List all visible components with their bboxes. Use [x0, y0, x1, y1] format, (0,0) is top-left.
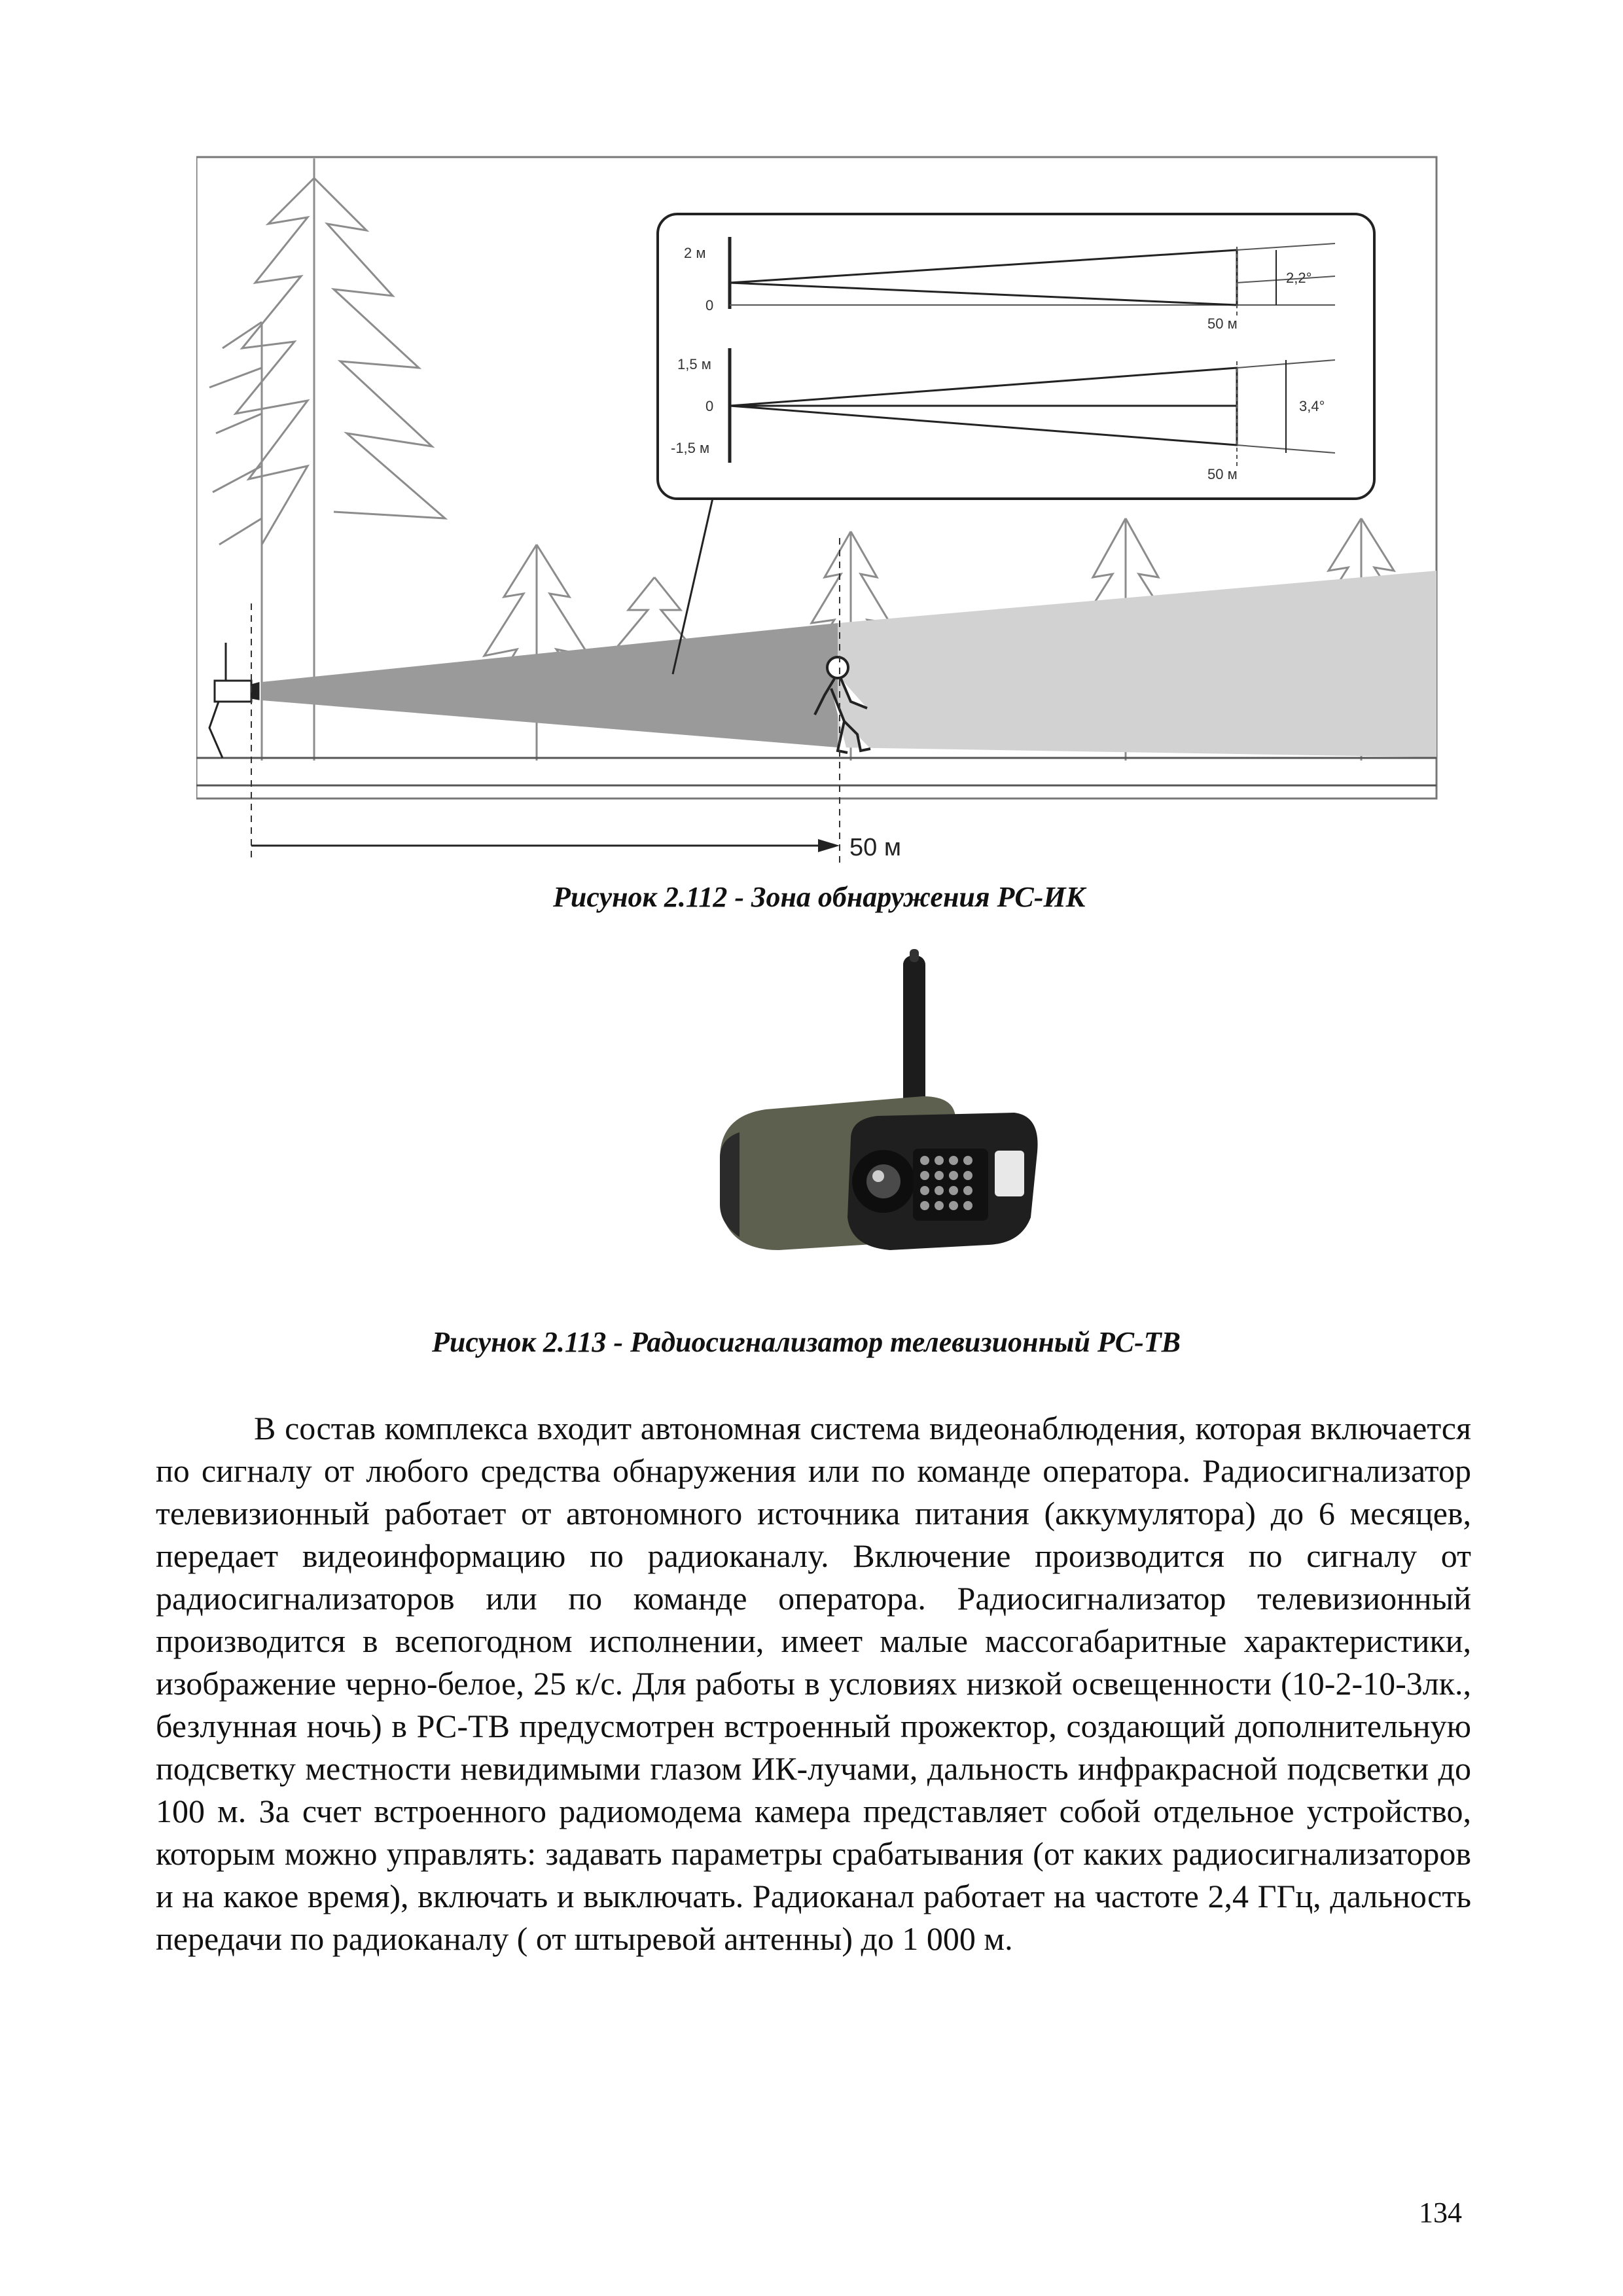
inset-bottom-50m: 50 м	[1207, 466, 1238, 482]
inset-top-angle: 2,2°	[1286, 270, 1312, 286]
beam-geometry-inset	[658, 214, 1374, 499]
detection-zone-figure	[196, 152, 1440, 872]
page-number: 134	[1419, 2197, 1462, 2229]
inset-bottom-angle: 3,4°	[1299, 398, 1325, 414]
figure-caption-2-112: Рисунок 2.112 - Зона обнаружения РС-ИК	[553, 881, 1086, 913]
inset-top-zero: 0	[705, 297, 714, 314]
distance-arrowhead	[818, 839, 840, 852]
figure-caption-2-113: Рисунок 2.113 - Радиосигнализатор телевизионный РС-ТВ	[432, 1326, 1181, 1358]
distance-label: 50 м	[849, 834, 901, 861]
inset-bottom-minus-1.5m: -1,5 м	[671, 440, 710, 456]
inset-top-2m: 2 м	[684, 245, 706, 261]
body-paragraph: В состав комплекса входит автономная система видеонаблюдения, которая включается по сигналу от любого средства обнаружения или по команде оператора. Радиосигнализатор телевизионный работает от автономного источника питания (аккумулятора) до 6 месяцев, передает видеоинформацию по радиоканалу. Включение производится по сигналу от радиосигнализаторов или по команде оператора. Радиосигнализатор телевизионный производится в всепогодном исполнении, имеет малые массогабаритные характеристики, изображение черно-белое, 25 к/с. Для работы в условиях низкой освещенности (10-2-10-3лк., безлунная ночь) в РС-ТВ предусмотрен встроенный прожектор, создающий дополнительную подсветку местности невидимыми глазом ИК-лучами, дальность инфракрасной подсветки до 100 м. За счет встроенного радиомодема камера представляет собой отдельное устройство, которым можно управлять: задавать параметры срабатывания (от каких радиосигнализаторов и на какое время), включать и выключать. Радиоканал работает на частоте 2,4 ГГц, дальность передачи по радиоканалу ( от штыревой антенны) до 1 000 м.	[156, 1410, 1471, 1957]
inset-bottom-zero: 0	[705, 398, 714, 414]
inset-bottom-1.5m: 1,5 м	[677, 356, 711, 372]
camera-device-figure	[707, 942, 1047, 1283]
camera-body	[720, 1096, 1038, 1250]
inset-top-50m: 50 м	[1207, 315, 1238, 332]
